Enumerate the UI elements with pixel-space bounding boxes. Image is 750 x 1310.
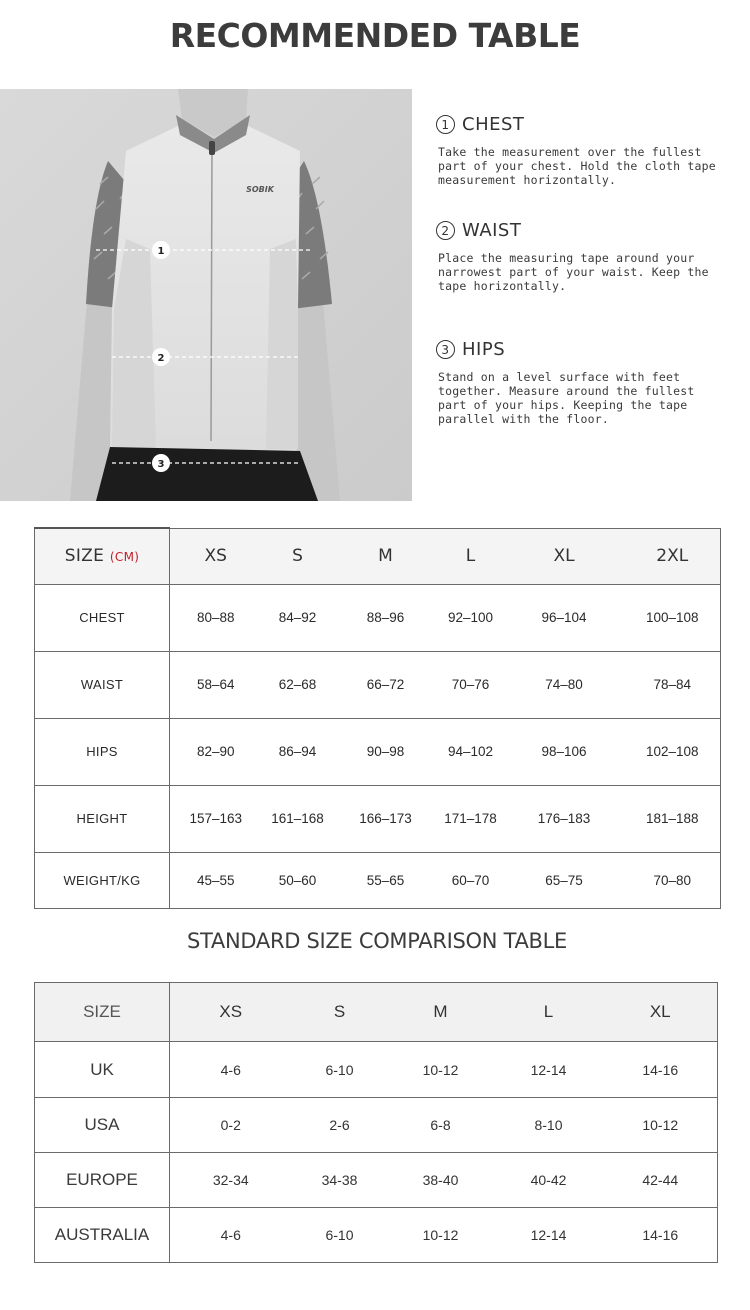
brand-logo: SOBIK xyxy=(246,185,274,194)
table-cell: 32-34 xyxy=(170,1153,292,1208)
comparison-col-header: M xyxy=(388,983,494,1042)
table-cell: 6-10 xyxy=(292,1208,388,1263)
comparison-col-header: L xyxy=(494,983,604,1042)
table-cell: 12-14 xyxy=(494,1208,604,1263)
table-cell: 157–163 xyxy=(170,785,262,852)
table-cell: 14-16 xyxy=(604,1042,718,1098)
table-cell: 84–92 xyxy=(262,584,334,651)
table-cell: 62–68 xyxy=(262,651,334,718)
comparison-table-header xyxy=(35,983,718,1042)
table-cell: 8-10 xyxy=(494,1098,604,1153)
row-label: AUSTRALIA xyxy=(35,1208,170,1263)
table-cell: 38-40 xyxy=(388,1153,494,1208)
size-col-header: L xyxy=(438,528,504,584)
table-cell: 2-6 xyxy=(292,1098,388,1153)
marker-hips xyxy=(152,454,170,472)
table-cell: 70–80 xyxy=(625,852,721,908)
marker-chest xyxy=(152,241,170,259)
size-col-header: 2XL xyxy=(625,528,721,584)
table-row xyxy=(35,1098,718,1153)
measure-chest xyxy=(436,114,726,187)
table-cell: 94–102 xyxy=(438,718,504,785)
measure-chest-label: CHEST xyxy=(462,114,525,135)
row-label: USA xyxy=(35,1098,170,1153)
measure-hips xyxy=(436,339,726,426)
table-row xyxy=(35,584,721,651)
comparison-col-header: S xyxy=(292,983,388,1042)
measure-waist xyxy=(436,220,726,293)
measure-chest-number: 1 xyxy=(436,115,455,134)
marker-hips-number: 3 xyxy=(157,459,165,470)
comparison-table xyxy=(34,982,718,1263)
page-title: RECOMMENDED TABLE xyxy=(169,16,581,55)
table-cell: 58–64 xyxy=(170,651,262,718)
size-col-header: S xyxy=(262,528,334,584)
table-cell: 100–108 xyxy=(625,584,721,651)
size-header-label: SIZE xyxy=(64,546,105,567)
table-cell: 92–100 xyxy=(438,584,504,651)
table-row xyxy=(35,718,721,785)
table-cell: 6-10 xyxy=(292,1042,388,1098)
table-cell: 102–108 xyxy=(625,718,721,785)
table-cell: 55–65 xyxy=(334,852,438,908)
size-col-header: XL xyxy=(504,528,625,584)
jersey-drawing xyxy=(0,89,412,501)
table-cell: 66–72 xyxy=(334,651,438,718)
row-label: EUROPE xyxy=(35,1153,170,1208)
table-row xyxy=(35,1153,718,1208)
table-cell: 10-12 xyxy=(388,1208,494,1263)
table-cell: 86–94 xyxy=(262,718,334,785)
row-label: UK xyxy=(35,1042,170,1098)
table-cell: 176–183 xyxy=(504,785,625,852)
table-row xyxy=(35,1208,718,1263)
measure-waist-text: Place the measuring tape around your narrowest part of your waist. Keep the tape horizontally. xyxy=(438,251,709,293)
table-cell: 161–168 xyxy=(262,785,334,852)
measure-waist-label: WAIST xyxy=(462,220,522,241)
table-cell: 82–90 xyxy=(170,718,262,785)
measure-waist-heading xyxy=(436,220,726,241)
marker-waist-number: 2 xyxy=(157,353,165,364)
table-cell: 12-14 xyxy=(494,1042,604,1098)
table-cell: 60–70 xyxy=(438,852,504,908)
size-col-header: XS xyxy=(170,528,262,584)
table-cell: 80–88 xyxy=(170,584,262,651)
table-cell: 166–173 xyxy=(334,785,438,852)
table-cell: 98–106 xyxy=(504,718,625,785)
comparison-header-label: SIZE xyxy=(35,983,170,1042)
marker-chest-number: 1 xyxy=(157,246,165,257)
comparison-col-header: XS xyxy=(170,983,292,1042)
jersey-illustration xyxy=(0,89,412,501)
table-cell: 78–84 xyxy=(625,651,721,718)
table-cell: 45–55 xyxy=(170,852,262,908)
table-row xyxy=(35,785,721,852)
table-cell: 50–60 xyxy=(262,852,334,908)
measure-waist-number: 2 xyxy=(436,221,455,240)
size-header-cell xyxy=(35,528,170,584)
table-cell: 4-6 xyxy=(170,1042,292,1098)
row-label: WEIGHT/KG xyxy=(35,852,170,908)
comparison-col-header: XL xyxy=(604,983,718,1042)
measure-hips-text: Stand on a level surface with feet together. Measure around the fullest part of your hips. Keeping the tape parallel with the floor. xyxy=(438,370,695,426)
table-cell: 65–75 xyxy=(504,852,625,908)
table-cell: 70–76 xyxy=(438,651,504,718)
table-cell: 10-12 xyxy=(604,1098,718,1153)
table-cell: 171–178 xyxy=(438,785,504,852)
row-label: CHEST xyxy=(35,584,170,651)
size-table-header xyxy=(35,528,721,584)
comparison-title: STANDARD SIZE COMPARISON TABLE xyxy=(186,929,568,953)
table-cell: 42-44 xyxy=(604,1153,718,1208)
measure-hips-number: 3 xyxy=(436,340,455,359)
table-cell: 40-42 xyxy=(494,1153,604,1208)
table-cell: 4-6 xyxy=(170,1208,292,1263)
size-col-header: M xyxy=(334,528,438,584)
table-cell: 14-16 xyxy=(604,1208,718,1263)
size-header-unit: (CM) xyxy=(109,550,140,565)
table-cell: 6-8 xyxy=(388,1098,494,1153)
table-cell: 90–98 xyxy=(334,718,438,785)
row-label: HIPS xyxy=(35,718,170,785)
measure-chest-heading xyxy=(436,114,726,135)
table-cell: 34-38 xyxy=(292,1153,388,1208)
table-row xyxy=(35,852,721,908)
measure-hips-heading xyxy=(436,339,726,360)
marker-waist xyxy=(152,348,170,366)
table-cell: 181–188 xyxy=(625,785,721,852)
table-cell: 88–96 xyxy=(334,584,438,651)
size-table xyxy=(34,527,721,909)
table-cell: 74–80 xyxy=(504,651,625,718)
row-label: HEIGHT xyxy=(35,785,170,852)
table-cell: 10-12 xyxy=(388,1042,494,1098)
table-cell: 96–104 xyxy=(504,584,625,651)
measure-chest-text: Take the measurement over the fullest part of your chest. Hold the cloth tape measurement horizontally. xyxy=(438,145,716,187)
row-label: WAIST xyxy=(35,651,170,718)
table-row xyxy=(35,651,721,718)
table-row xyxy=(35,1042,718,1098)
table-cell: 0-2 xyxy=(170,1098,292,1153)
measure-hips-label: HIPS xyxy=(462,339,506,360)
